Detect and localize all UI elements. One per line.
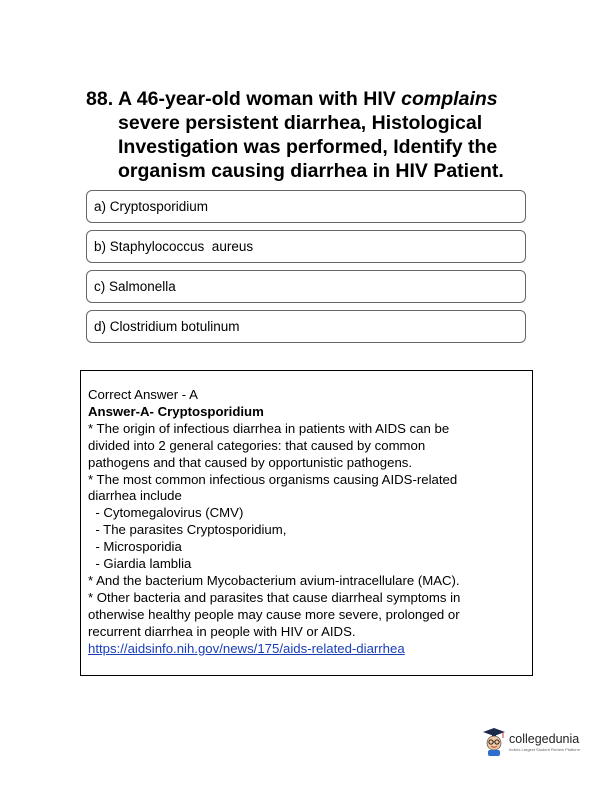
source-link[interactable]: https://aidsinfo.nih.gov/news/175/aids-related-diarrhea bbox=[88, 640, 405, 656]
explanation-line: - Cytomegalovirus (CMV) bbox=[88, 505, 244, 521]
explanation-line: diarrhea include bbox=[88, 488, 182, 504]
logo-tagline: India's Largest Student Review Platform bbox=[509, 746, 581, 752]
option-d[interactable]: d) Clostridium botulinum bbox=[86, 310, 526, 343]
explanation-line: - Giardia lamblia bbox=[88, 556, 192, 572]
explanation-line: * The most common infectious organisms causing AIDS-related bbox=[88, 471, 458, 487]
question bbox=[86, 87, 536, 183]
question-text-end: severe persistent diarrhea, Histological Investigation was performed, Identify the organism causing diarrhea in HIV Patient. bbox=[118, 112, 504, 182]
explanation-line: - Microsporidia bbox=[88, 539, 182, 555]
explanation-line: recurrent diarrhea in people with HIV or AIDS. bbox=[88, 623, 356, 639]
explanation-line: * The origin of infectious diarrhea in patients with AIDS can be bbox=[88, 420, 450, 436]
explanation-line: divided into 2 general categories: that caused by common bbox=[88, 437, 426, 453]
explanation-line: * And the bacterium Mycobacterium avium-intracellulare (MAC). bbox=[88, 572, 460, 588]
option-c[interactable]: c) Salmonella bbox=[86, 270, 526, 303]
logo-wordmark: collegedunia bbox=[509, 731, 580, 746]
explanation-line: otherwise healthy people may cause more severe, prolonged or bbox=[88, 606, 460, 622]
explanation-text bbox=[88, 421, 526, 641]
explanation-line: pathogens and that caused by opportunistic pathogens. bbox=[88, 454, 413, 470]
graduate-mascot-icon bbox=[482, 727, 506, 757]
answer-options bbox=[86, 190, 526, 350]
explanation-line: - The parasites Cryptosporidium, bbox=[88, 522, 287, 538]
question-number: 88. bbox=[86, 88, 114, 110]
question-text-start: A 46-year-old woman with HIV bbox=[118, 88, 402, 110]
answer-heading: Answer-A- Cryptosporidium bbox=[88, 403, 264, 419]
brand-logo bbox=[482, 727, 580, 757]
option-a[interactable]: a) Cryptosporidium bbox=[86, 190, 526, 223]
question-text-emphasis: complains bbox=[401, 88, 498, 110]
option-b[interactable]: b) Staphylococcus aureus bbox=[86, 230, 526, 263]
answer-explanation-box bbox=[80, 370, 533, 676]
correct-answer-line: Correct Answer - A bbox=[88, 387, 198, 402]
question-text bbox=[118, 87, 536, 183]
explanation-line: * Other bacteria and parasites that cause diarrheal symptoms in bbox=[88, 589, 461, 605]
